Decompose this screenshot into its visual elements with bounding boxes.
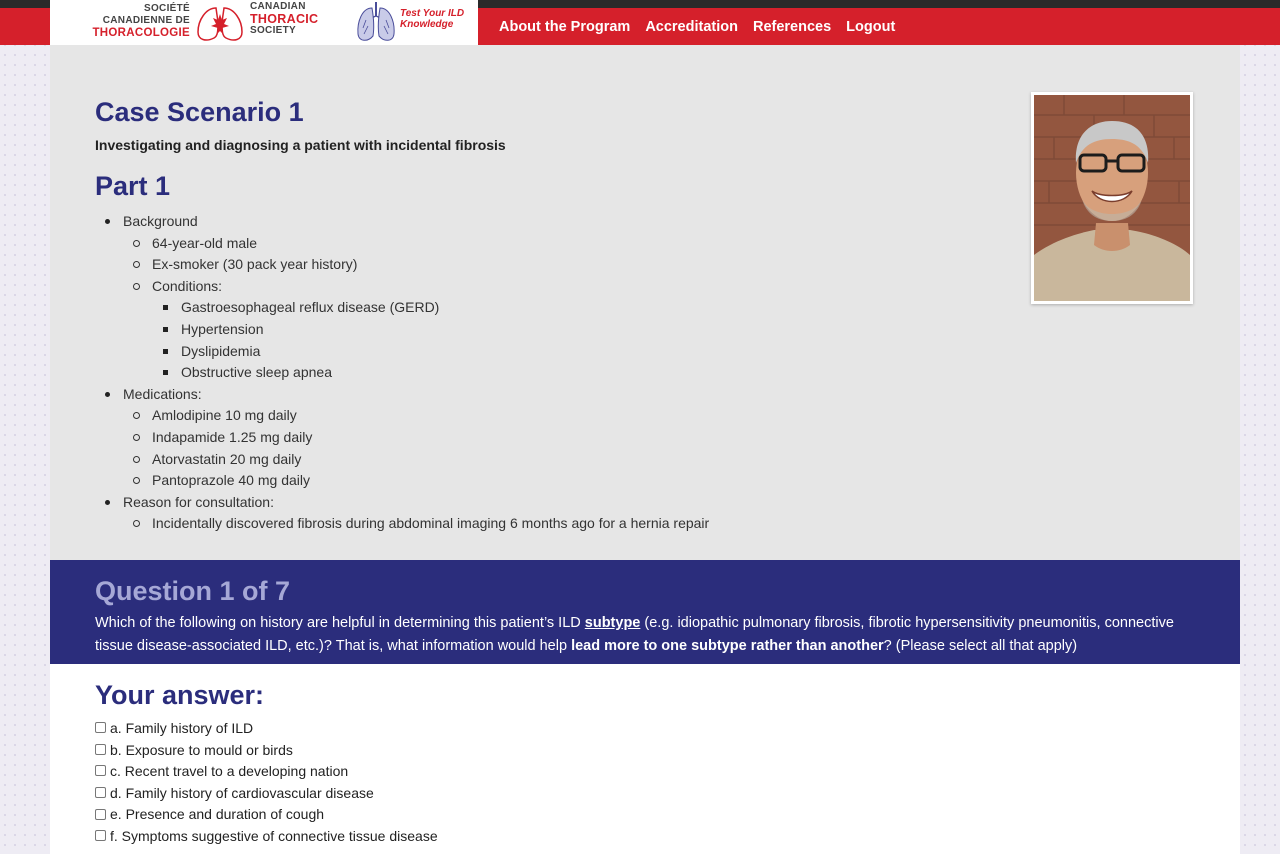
case-subtitle: Investigating and diagnosing a patient with incidental fibrosis (95, 137, 506, 153)
background-detail: 64-year-old male (123, 233, 709, 255)
checkbox[interactable] (95, 787, 106, 798)
checkbox[interactable] (95, 744, 106, 755)
sct-logo-text: SOCIÉTÉ CANADIENNE DE THORACOLOGIE (92, 3, 190, 39)
answer-option-e[interactable]: e. Presence and duration of cough (95, 804, 438, 826)
logo-area[interactable] (50, 0, 478, 45)
cts-logo-text: CANADIAN THORACIC SOCIETY (250, 1, 319, 36)
question-text: Which of the following on history are helpful in determining this patient’s ILD subtype (e.g. idiopathic pulmonary fibrosis, fibrotic hypersensitivity pneumonitis, connective tissue disease-associated ILD, etc.)? That is, what information would help lead more to one subtype rather than another? (Please select all that apply) (95, 615, 1174, 654)
nav-about-program[interactable]: About the Program (499, 18, 631, 35)
medication-item: Amlodipine 10 mg daily (123, 405, 709, 427)
question-panel (50, 560, 1240, 664)
cts-lungs-maple-logo-icon (194, 2, 246, 44)
conditions-item: Conditions: Gastroesophageal reflux disease (GERD) Hypertension Dyslipidemia Obstructive sleep apnea (123, 276, 709, 384)
checkbox[interactable] (95, 830, 106, 841)
question-title: Question 1 of 7 (95, 576, 291, 606)
case-panel (50, 45, 1240, 560)
medication-item: Pantoprazole 40 mg daily (123, 470, 709, 492)
case-details (95, 211, 709, 535)
patient-photo (1031, 92, 1193, 304)
nav-logout[interactable]: Logout (846, 18, 896, 35)
background-detail: Ex-smoker (30 pack year history) (123, 254, 709, 276)
patient-portrait-image (1034, 95, 1190, 301)
nav-references[interactable]: References (752, 18, 832, 35)
answer-title: Your answer: (95, 680, 265, 710)
answer-option-a[interactable]: a. Family history of ILD (95, 718, 438, 740)
subtype-emphasis: subtype (584, 615, 641, 631)
nav-accreditation[interactable]: Accreditation (645, 18, 738, 35)
answer-option-c[interactable]: c. Recent travel to a developing nation (95, 761, 438, 783)
ild-lungs-icon (354, 0, 398, 44)
checkbox[interactable] (95, 809, 106, 820)
condition-item: Gastroesophageal reflux disease (GERD) (152, 297, 709, 319)
part-title: Part 1 (95, 171, 171, 201)
nav-links (499, 8, 895, 45)
answer-option-b[interactable]: b. Exposure to mould or birds (95, 740, 438, 762)
medications-item: Medications: Amlodipine 10 mg daily Indapamide 1.25 mg daily Atorvastatin 20 mg daily Pantoprazole 40 mg daily (95, 384, 709, 492)
checkbox[interactable] (95, 722, 106, 733)
answer-option-d[interactable]: d. Family history of cardiovascular disease (95, 783, 438, 805)
condition-item: Dyslipidemia (152, 341, 709, 363)
question-emphasis: lead more to one subtype rather than another (571, 637, 884, 654)
medication-item: Atorvastatin 20 mg daily (123, 449, 709, 471)
condition-item: Hypertension (152, 319, 709, 341)
condition-item: Obstructive sleep apnea (152, 362, 709, 384)
medication-item: Indapamide 1.25 mg daily (123, 427, 709, 449)
answer-panel (50, 664, 1240, 854)
case-title: Case Scenario 1 (95, 97, 304, 127)
checkbox[interactable] (95, 765, 106, 776)
reason-item: Reason for consultation: Incidentally discovered fibrosis during abdominal imaging 6 months ago for a hernia repair (95, 492, 709, 535)
reason-detail: Incidentally discovered fibrosis during abdominal imaging 6 months ago for a hernia repair (123, 513, 709, 535)
ild-logo-text: Test Your ILD Knowledge (400, 8, 465, 30)
background-item: Background 64-year-old male Ex-smoker (30 pack year history) Conditions: Gastroesophageal reflux disease (GERD) Hypertension Dyslipidemia Obstructive sleep apnea (95, 211, 709, 384)
answer-option-f[interactable]: f. Symptoms suggestive of connective tissue disease (95, 826, 438, 848)
answer-options (95, 718, 438, 848)
